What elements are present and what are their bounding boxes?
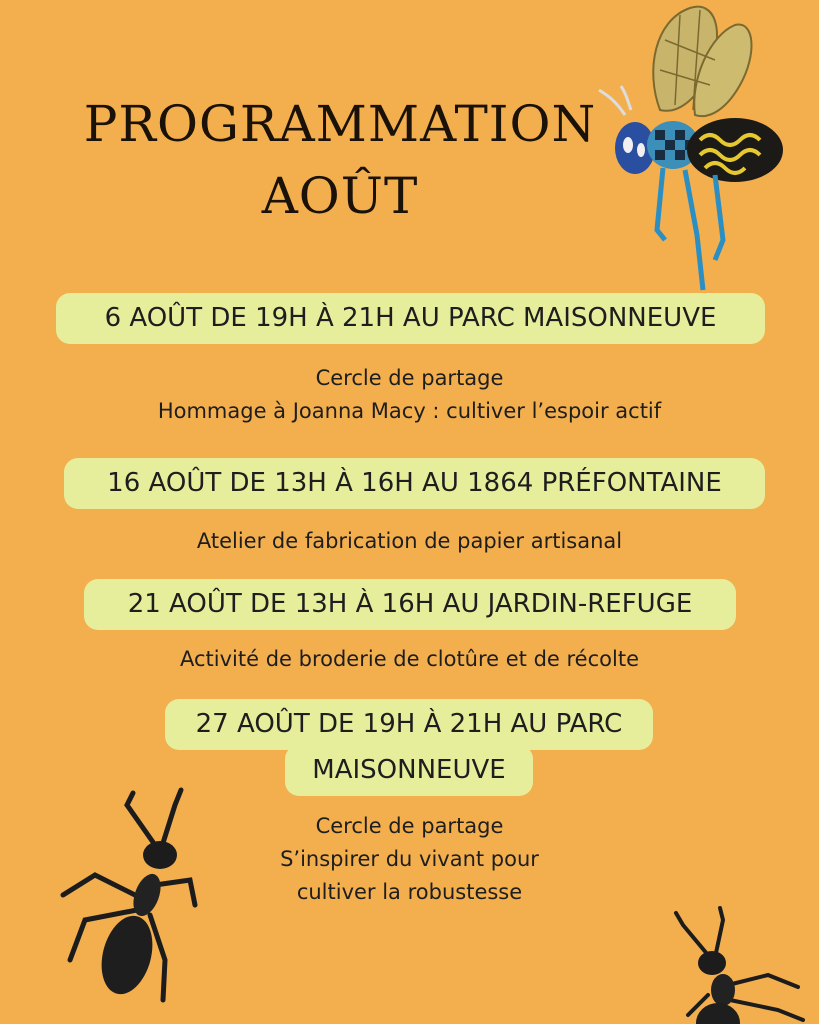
event-1-desc-line-2: Hommage à Joanna Macy : cultiver l’espoir actif xyxy=(157,399,662,423)
event-2-heading: 16 AOÛT DE 13H À 16H AU 1864 PRÉFONTAINE xyxy=(64,458,765,509)
event-1-desc-line-1: Cercle de partage xyxy=(315,366,504,390)
event-4-desc-line-3: cultiver la robustesse xyxy=(296,880,523,904)
event-3-description xyxy=(0,643,819,676)
event-3-heading: 21 AOÛT DE 13H À 16H AU JARDIN-REFUGE xyxy=(84,579,736,630)
event-1-heading: 6 AOÛT DE 19H À 21H AU PARC MAISONNEUVE xyxy=(56,293,765,344)
event-3-desc-line-1: Activité de broderie de clotûre et de récolte xyxy=(180,647,639,671)
title-line-2: AOÛT xyxy=(261,167,419,225)
event-1-description xyxy=(0,362,819,428)
ant-icon xyxy=(55,785,205,1015)
event-4-heading-line-2: MAISONNEUVE xyxy=(285,745,533,796)
event-2-description xyxy=(0,525,819,558)
event-4-heading-line-1: 27 AOÛT DE 19H À 21H AU PARC xyxy=(165,699,653,750)
event-4-desc-line-1: Cercle de partage xyxy=(315,814,504,838)
title-line-1: PROGRAMMATION xyxy=(83,95,597,153)
bee-icon xyxy=(585,0,795,300)
page-title xyxy=(0,88,680,232)
event-4-desc-line-2: S’inspirer du vivant pour xyxy=(280,847,539,871)
ant-icon-small xyxy=(668,905,818,1024)
event-2-desc-line-1: Atelier de fabrication de papier artisanal xyxy=(196,529,623,553)
